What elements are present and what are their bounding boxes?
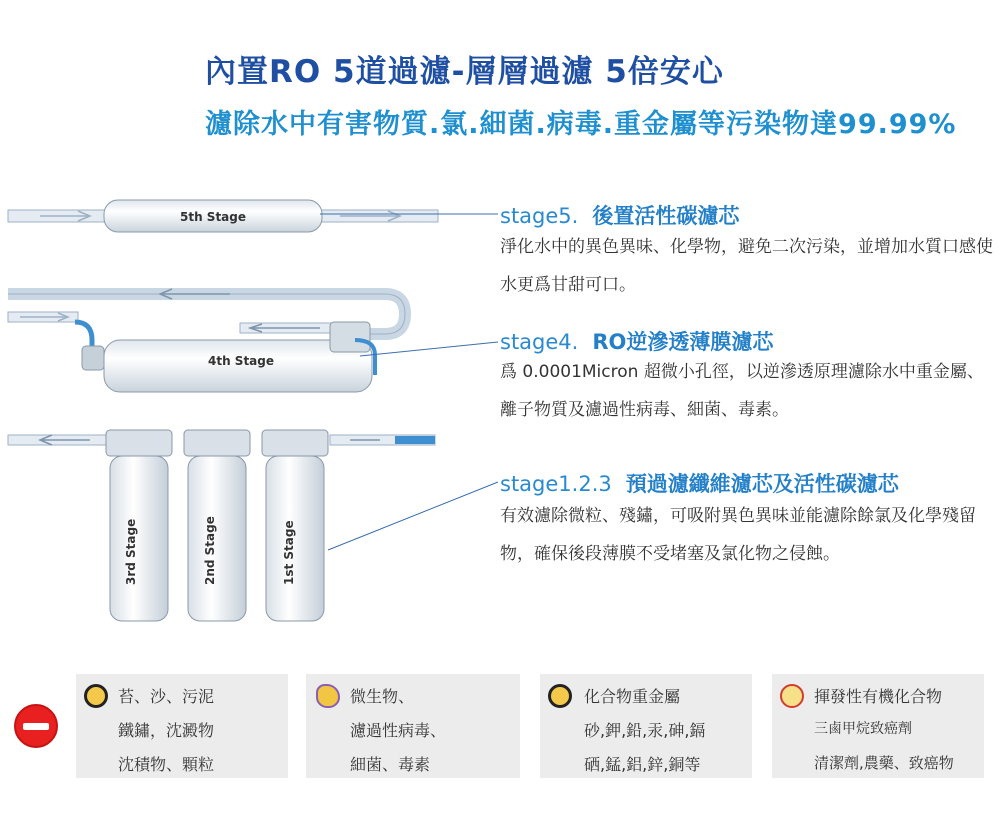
stage4-label: 4th Stage	[208, 354, 275, 368]
stage5-heading	[500, 200, 739, 230]
page-title: 內置RO 5道過濾-層層過濾 5倍安心	[205, 54, 724, 90]
stage5-description: 淨化水中的異色異味、化學物，避免二次污染，並增加水質口感使水更爲甘甜可口。	[500, 237, 993, 295]
stage4-description: 爲 0.0001Micron 超微小孔徑，以逆滲透原理濾除水中重金屬、離子物質及濾過性病毒、細菌、毒素。	[500, 362, 984, 420]
stage123-heading	[500, 468, 899, 498]
sand-icon	[84, 684, 108, 708]
stage123-name: 預過濾纖維濾芯及活性碳濾芯	[625, 472, 899, 496]
organic-line-3: 清潔劑,農藥、致癌物	[814, 754, 954, 772]
metal-line-2: 砂,鉀,鉛,汞,砷,鎘	[584, 721, 706, 740]
microbe-icon	[316, 684, 340, 708]
stage5-label: 5th Stage	[180, 210, 247, 224]
stage123-number: stage1.2.3	[500, 472, 612, 496]
organic-line-1: 揮發性有機化合物	[814, 687, 943, 706]
organic-line-2: 三鹵甲烷致癌劑	[814, 721, 912, 737]
stage3-label: 3rd Stage	[124, 518, 138, 585]
sediment-line-1: 苔、沙、污泥	[118, 687, 215, 706]
stage1-label: 1st Stage	[282, 520, 296, 585]
stage5-name: 後置活性碳濾芯	[592, 204, 740, 228]
stage123-description: 有效濾除微粒、殘鏽，可吸附異色異味並能濾除餘氯及化學殘留物，確保後段薄膜不受堵塞及氯化物之侵蝕。	[500, 506, 976, 564]
no-entry-icon	[14, 704, 58, 748]
stage3-cartridge	[106, 430, 172, 621]
stage1-cartridge	[262, 430, 328, 621]
stage4-heading	[500, 326, 773, 356]
organic-compound-icon	[780, 684, 804, 708]
sediment-line-3: 沈積物、顆粒	[118, 755, 215, 774]
metal-line-1: 化合物重金屬	[584, 687, 681, 706]
stage4-cartridge	[82, 322, 375, 392]
stage2-cartridge	[184, 430, 250, 621]
page-subtitle: 濾除水中有害物質.氯.細菌.病毒.重金屬等污染物達99.99%	[205, 109, 957, 140]
stage2-label: 2nd Stage	[203, 516, 217, 585]
chemical-icon	[548, 684, 572, 708]
metal-line-3: 硒,錳,鋁,鋅,銅等	[584, 755, 701, 774]
stage5-number: stage5.	[500, 204, 579, 228]
stage4-number: stage4.	[500, 330, 579, 354]
stage4-name: RO逆滲透薄膜濾芯	[592, 330, 774, 354]
microbe-line-1: 微生物、	[350, 687, 415, 706]
stage5-cartridge	[104, 200, 322, 232]
microbe-line-2: 濾過性病毒、	[350, 721, 447, 740]
sediment-line-2: 鐵鏽，沈澱物	[118, 721, 215, 740]
filter-diagram	[0, 180, 500, 640]
microbe-line-3: 細菌、毒素	[350, 755, 431, 774]
